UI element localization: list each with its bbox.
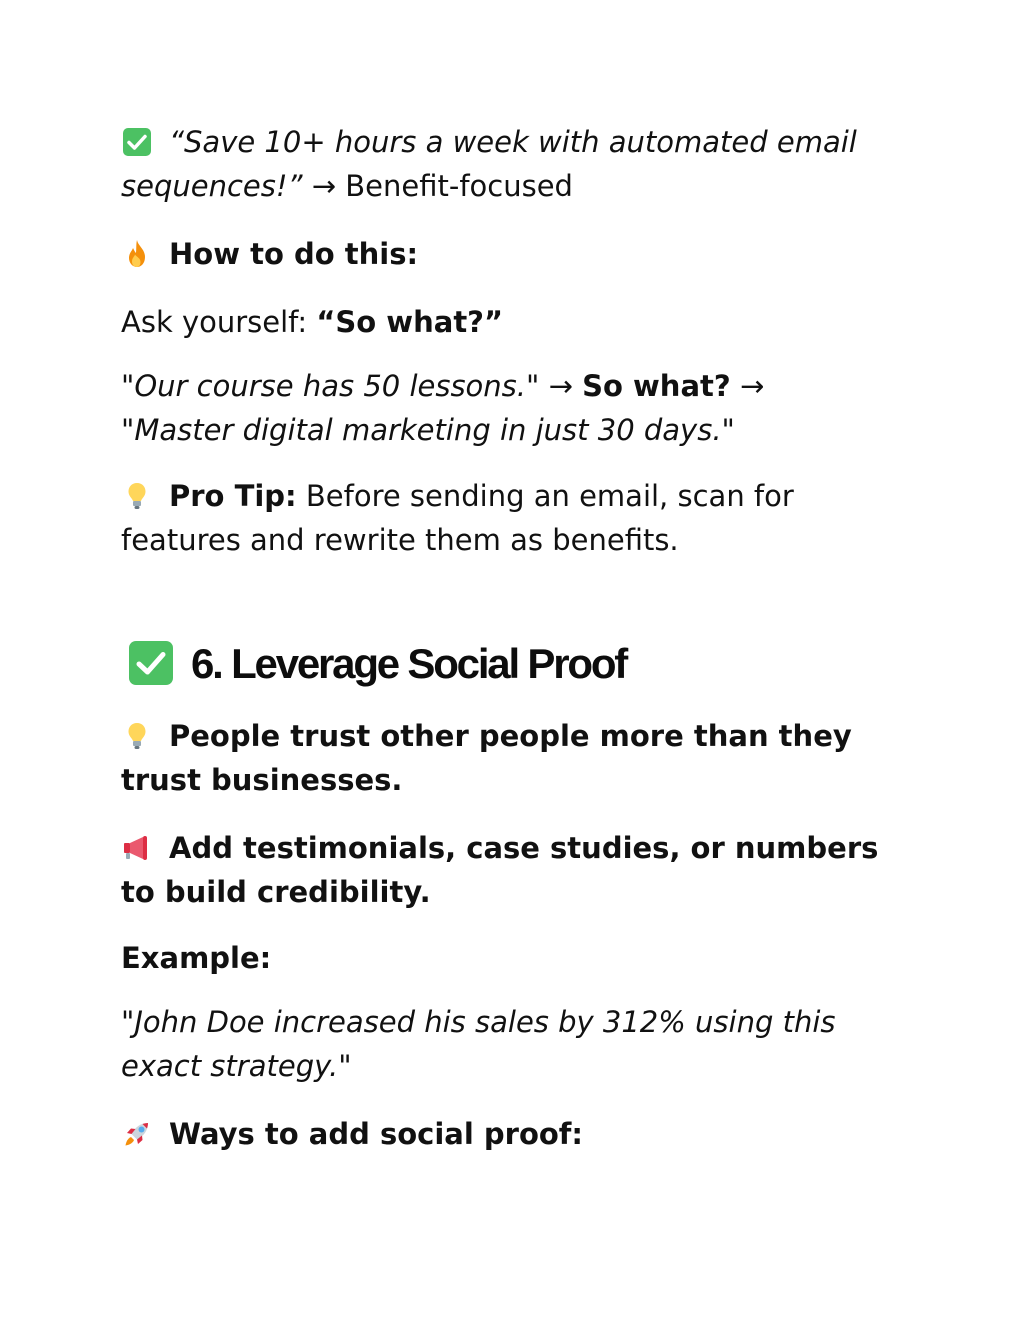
ways-heading (121, 1112, 911, 1156)
fire-icon (121, 238, 153, 270)
benefit-example (121, 120, 911, 208)
ways-text: Ways to add social proof: (169, 1117, 584, 1151)
megaphone-icon (121, 832, 153, 864)
feature-quote: "Our course has 50 lessons." (121, 369, 540, 403)
arrow: → (548, 369, 573, 403)
example-label: Example: (121, 941, 272, 975)
pro-tip-label: Pro Tip: (169, 479, 297, 513)
how-to-heading (121, 232, 911, 276)
benefit-quote: "Master digital marketing in just 30 days." (121, 413, 735, 447)
so-what-example (121, 364, 911, 452)
add-testimonials (121, 826, 911, 914)
trust-text: People trust other people more than they trust businesses. (121, 719, 852, 797)
lightbulb-icon (121, 480, 153, 512)
social-proof-example: "John Doe increased his sales by 312% using this exact strategy." (121, 1005, 836, 1083)
arrow: → (311, 169, 337, 203)
check-box-icon (127, 639, 175, 687)
ask-question: “So what?” (316, 305, 504, 339)
check-box-icon (121, 126, 153, 158)
benefit-result: Benefit-focused (345, 169, 573, 203)
how-to-label: How to do this: (169, 237, 419, 271)
section-title: 6. Leverage Social Proof (191, 640, 627, 687)
add-testimonials-text: Add testimonials, case studies, or numbers to build credibility. (121, 831, 879, 909)
rocket-icon (121, 1118, 153, 1150)
ask-yourself (121, 300, 911, 344)
pro-tip-text: Before sending an email, scan for features and rewrite them as benefits. (121, 479, 794, 557)
lightbulb-icon (121, 720, 153, 752)
trust-statement (121, 714, 911, 802)
arrow: → (739, 369, 765, 403)
so-what-text: So what? (582, 369, 731, 403)
pro-tip (121, 474, 911, 562)
benefit-quote: “Save 10+ hours a week with automated email sequences!” (121, 125, 857, 203)
section-heading (127, 636, 917, 692)
ask-prefix: Ask yourself: (121, 305, 308, 339)
